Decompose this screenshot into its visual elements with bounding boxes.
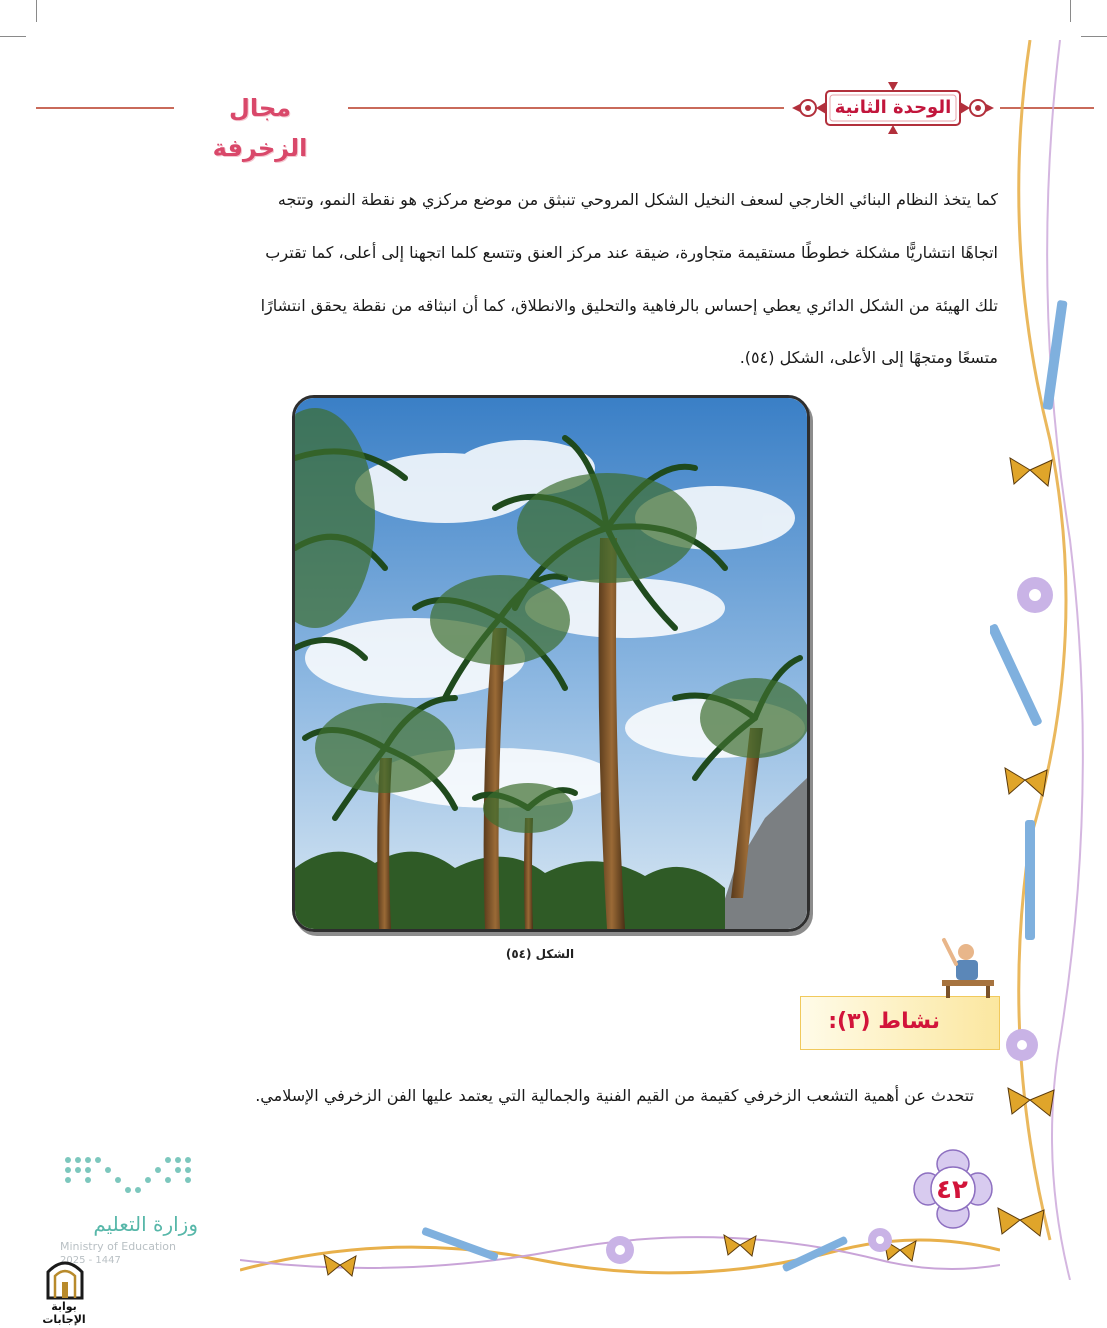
section-title: مجال الزخرفة bbox=[212, 94, 308, 162]
header-rule bbox=[36, 107, 174, 109]
bottom-decorative-border bbox=[240, 1210, 1000, 1290]
ministry-name-ar: وزارة التعليم bbox=[93, 1212, 198, 1236]
ministry-year: 2025 - 1447 bbox=[60, 1255, 121, 1266]
activity-question: تتحدث عن أهمية التشعب الزخرفي كقيمة من القيم الفنية والجمالية التي يعتمد عليها الفن الزخرفي الإسلامي. bbox=[255, 1086, 974, 1105]
pen-icon bbox=[421, 1227, 848, 1273]
flower-icon bbox=[1006, 577, 1053, 1061]
palm-trees-photo bbox=[292, 395, 810, 932]
pen-icon bbox=[990, 300, 1068, 940]
portal-label: بوابة الإجابات bbox=[42, 1300, 86, 1326]
paragraph-line: متسعًا ومتجهًا إلى الأعلى، الشكل (٥٤). bbox=[739, 348, 998, 367]
ministry-name-en: Ministry of Education bbox=[60, 1240, 177, 1253]
paragraph-line: كما يتخذ النظام البنائي الخارجي لسعف النخيل الشكل المروحي تنبثق من موضع مركزي هو نقطة النمو، وتتجه bbox=[277, 190, 998, 209]
figure-caption: الشكل (٥٤) bbox=[505, 947, 575, 961]
decorative-border bbox=[990, 40, 1107, 1280]
activity-label: نشاط (٣): bbox=[828, 1009, 940, 1034]
unit-label: الوحدة الثانية bbox=[834, 97, 952, 118]
page-number: ٤٢ bbox=[936, 1175, 968, 1205]
ministry-logo-icon bbox=[62, 1154, 198, 1200]
crop-mark bbox=[36, 0, 37, 22]
paragraph-line: اتجاهًا انتشاريًّا مشكلة خطوطًا مستقيمة متجاورة، ضيقة عند مركز العنق وتتسع كلما اتجهنا إلى أعلى، كما تقترب bbox=[265, 243, 998, 262]
crop-mark bbox=[1081, 36, 1107, 37]
header-rule bbox=[348, 107, 784, 109]
student-illustration-icon bbox=[936, 936, 998, 998]
portal-logo-icon bbox=[44, 1254, 86, 1300]
crop-mark bbox=[0, 36, 26, 37]
unit-badge bbox=[788, 82, 998, 134]
crop-mark bbox=[1070, 0, 1071, 22]
paragraph-line: تلك الهيئة من الشكل الدائري يعطي إحساس بالرفاهية والتحليق والانطلاق، كما أن انبثاقه من نقطة يحقق انتشارًا bbox=[260, 296, 998, 315]
palm-trees-image bbox=[295, 398, 807, 929]
